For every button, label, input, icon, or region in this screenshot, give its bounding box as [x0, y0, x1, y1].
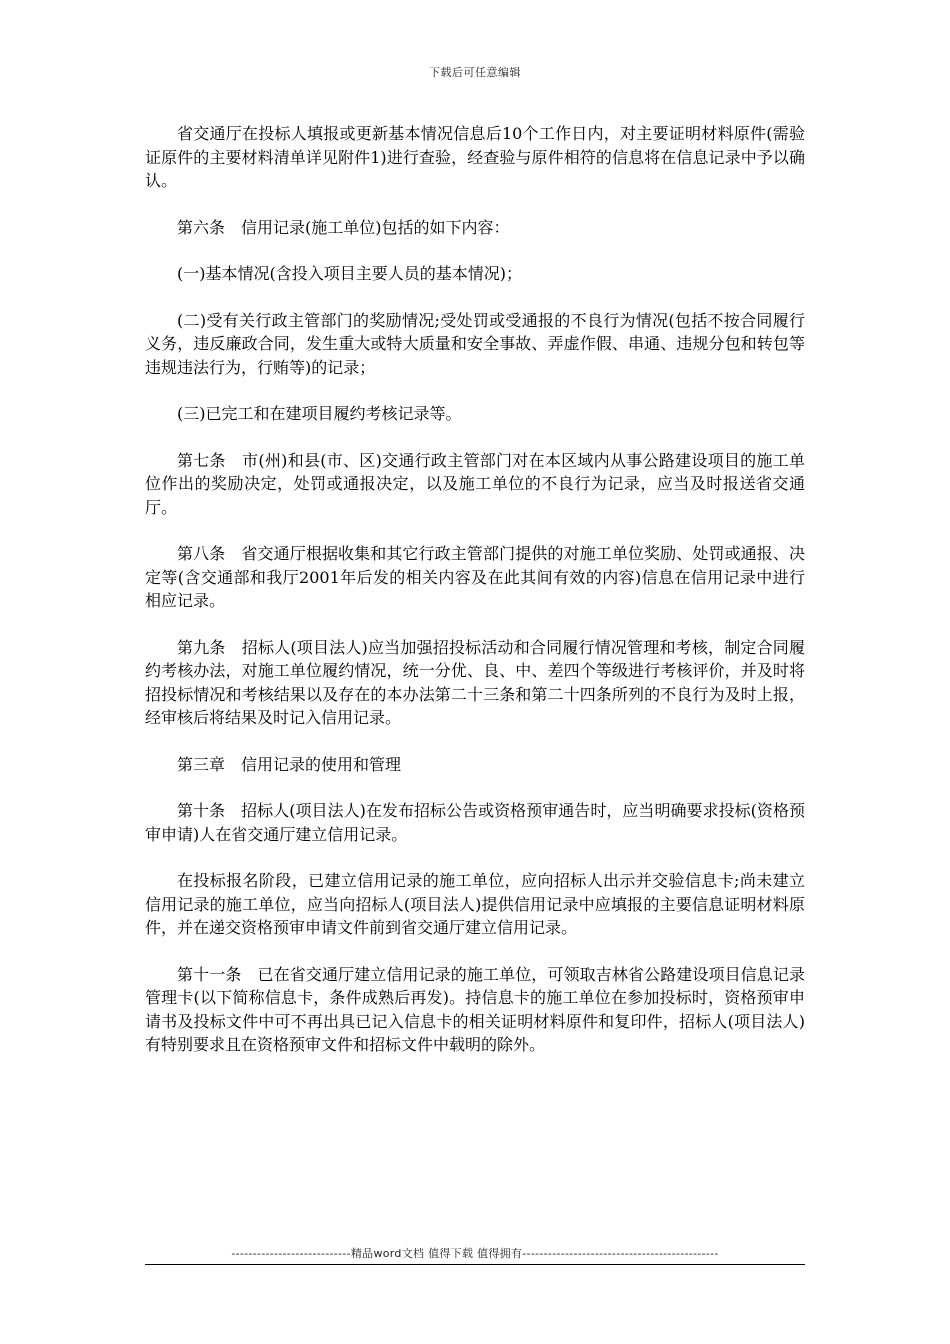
chapter-3-heading: 第三章 信用记录的使用和管理 — [177, 754, 402, 774]
article-6-heading: 第六条 信用记录(施工单位)包括的如下内容： — [177, 217, 510, 237]
document-body — [145, 122, 805, 1080]
article-8: 第八条 省交通厅根据收集和其它行政主管部门提供的对施工单位奖励、处罚或通报、决定等(含交通部和我厅2001年后发的相关内容及在此其间有效的内容)信息在信用记录中进行相应记录。 — [145, 544, 805, 610]
article-11: 第十一条 已在省交通厅建立信用记录的施工单位，可领取吉林省公路建设项目信息记录管理卡(以下简称信息卡，条件成熟后再发)。持信息卡的施工单位在参加投标时，资格预审申请书及投标文件中可不再出具已记入信息卡的相关证明材料原件和复印件，招标人(项目法人)有特别要求且在资格预审文件和招标文件中载明的除外。 — [145, 964, 805, 1054]
page-footer — [145, 1245, 805, 1265]
article-10: 第十条 招标人(项目法人)在发布招标公告或资格预审通告时，应当明确要求投标(资格预审申请)人在省交通厅建立信用记录。 — [145, 801, 805, 844]
article-9: 第九条 招标人(项目法人)应当加强招投标活动和合同履行情况管理和考核，制定合同履约考核办法，对施工单位履约情况，统一分优、良、中、差四个等级进行考核评价，并及时将招投标情况和考核结果以及存在的本办法第二十三条和第二十四条所列的不良行为及时上报，经审核后将结果及时记入信用记录。 — [145, 637, 805, 727]
footer-rule — [145, 1264, 805, 1265]
paragraph: 省交通厅在投标人填报或更新基本情况信息后10个工作日内，对主要证明材料原件(需验证原件的主要材料清单详见附件1)进行查验，经查验与原件相符的信息将在信息记录中予以确认。 — [145, 124, 805, 190]
list-item: (一)基本情况(含投入项目主要人员的基本情况)； — [177, 264, 522, 283]
list-item: (三)已完工和在建项目履约考核记录等。 — [177, 404, 462, 423]
list-item: (二)受有关行政主管部门的奖励情况;受处罚或受通报的不良行为情况(包括不按合同履行义务，违反廉政合同，发生重大或特大质量和安全事故、弄虚作假、串通、违规分包和转包等违规违法行为，行贿等)的记录； — [145, 310, 805, 377]
article-7: 第七条 市(州)和县(市、区)交通行政主管部门对在本区域内从事公路建设项目的施工单位作出的奖励决定，处罚或通报决定，以及施工单位的不良行为记录，应当及时报送省交通厅。 — [145, 450, 805, 517]
footer-text: ----------------------------精品word文档 值得下载 值得拥有---------------------------------------------- — [231, 1247, 719, 1260]
paragraph: 在投标报名阶段，已建立信用记录的施工单位，应向招标人出示并交验信息卡;尚未建立信用记录的施工单位，应当向招标人(项目法人)提供信用记录中应填报的主要信息证明材料原件，并在递交资格预审申请文件前到省交通厅建立信用记录。 — [145, 871, 805, 937]
page-header: 下载后可任意编辑 — [429, 66, 521, 79]
